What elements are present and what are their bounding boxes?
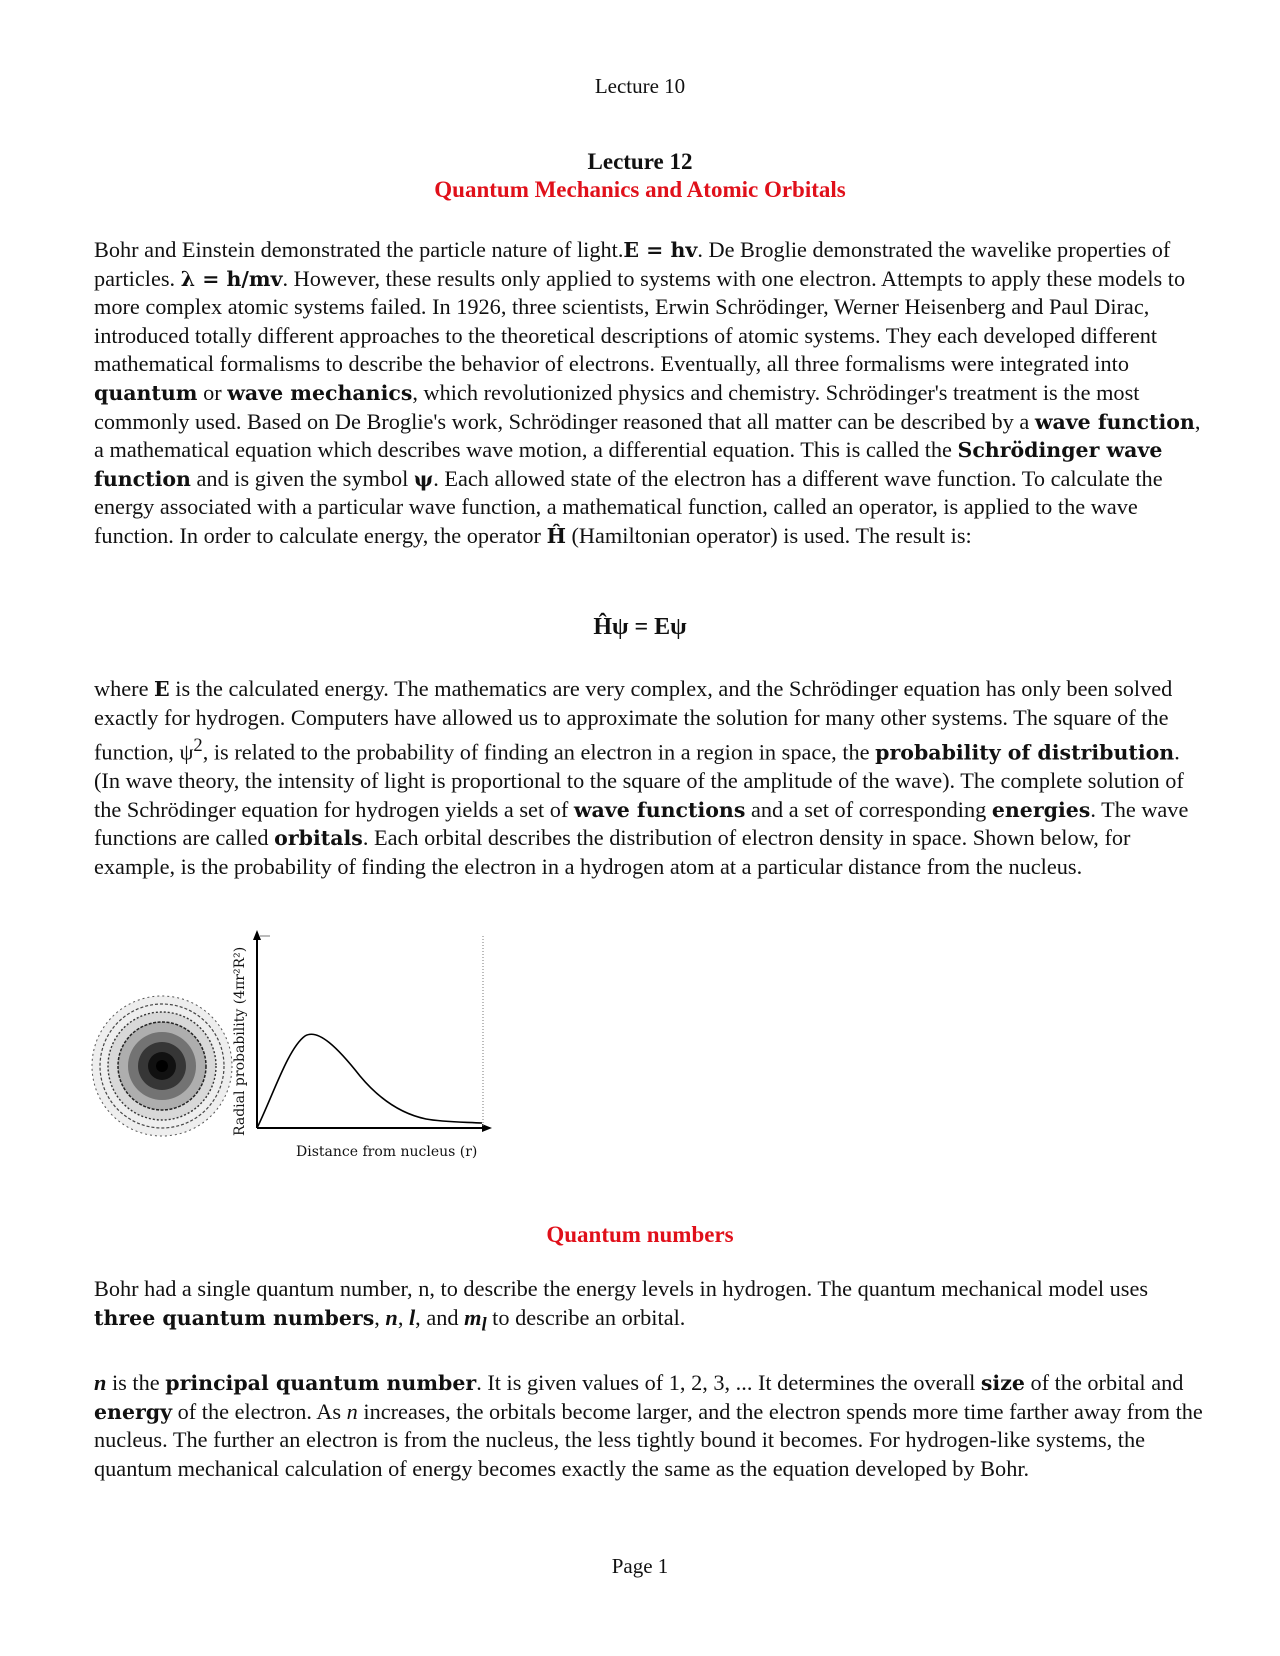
text-run: . It is given values of 1, 2, 3, ... It determines the overall bbox=[476, 1370, 981, 1395]
text-run: . De Broglie demonstrated the wavelike properties of particles. bbox=[94, 237, 1171, 291]
text-run: , bbox=[397, 1304, 409, 1330]
text-run: , which revolutionized physics and chemistry. Schrödinger's treatment is the most commonly used. Based on De Broglie's work, Schrödinger reasoned that all matter can be described by a bbox=[94, 379, 1140, 434]
text-run: and is given the symbol bbox=[190, 465, 414, 491]
term-wave-mechanics: wave mechanics bbox=[227, 380, 413, 405]
figure-x-axis-label: Distance from nucleus (r) bbox=[296, 1144, 478, 1160]
text-run: where bbox=[94, 676, 155, 701]
symbol-psi: ψ bbox=[413, 466, 434, 491]
running-header: Lecture 10 bbox=[594, 74, 686, 98]
figure-y-axis-label: Radial probability (4πr²R²) bbox=[232, 946, 248, 1136]
lecture-subtitle: Quantum Mechanics and Atomic Orbitals bbox=[434, 177, 846, 202]
symbol-hamiltonian: Ĥ bbox=[546, 523, 566, 548]
text-run: . (In wave theory, the intensity of light is proportional to the square of the amplitude of the wave). The complete solution of the Schrödinger equation for hydrogen yields a set of bbox=[94, 739, 1184, 822]
term-wave-functions: wave functions bbox=[573, 797, 746, 822]
paragraph-probability bbox=[94, 675, 1204, 882]
electron-cloud-image bbox=[92, 996, 232, 1136]
text-run: Bohr had a single quantum number, n, to describe the energy levels in hydrogen. The quantum mechanical model uses bbox=[94, 1276, 1149, 1301]
text-run: , bbox=[374, 1304, 386, 1330]
text-run: , a mathematical equation which describes wave motion, a differential equation. This is called the bbox=[94, 408, 1201, 463]
equation-planck: E = hv bbox=[623, 238, 698, 262]
term-quantum: quantum bbox=[94, 380, 198, 405]
equation-debroglie: λ = h/mv bbox=[180, 266, 283, 291]
text-run: to describe an orbital. bbox=[486, 1304, 686, 1330]
subscript-l: l bbox=[481, 1314, 487, 1336]
text-run: of the orbital and bbox=[1024, 1370, 1184, 1395]
text-run: . The wave functions are called bbox=[94, 796, 1189, 851]
page-footer: Page 1 bbox=[611, 1554, 669, 1578]
symbol-n-italic: n bbox=[346, 1398, 358, 1424]
term-principal-quantum-number: principal quantum number bbox=[165, 1371, 477, 1395]
term-probability-distribution: probability of distribution bbox=[875, 740, 1175, 765]
text-run: , is related to the probability of finding an electron in a region in space, the bbox=[202, 739, 876, 765]
text-run: . Each allowed state of the electron has a different wave function. To calculate the energy associated with a particular wave function, a mathematical function, called an operator, is applied to the wave function. In order to calculate energy, the operator bbox=[94, 465, 1163, 548]
term-orbitals: orbitals bbox=[274, 826, 363, 851]
term-size: size bbox=[980, 1371, 1025, 1395]
section-heading: Quantum numbers bbox=[546, 1222, 734, 1247]
text-run: . Each orbital describes the distribution of electron density in space. Shown below, for example, is the probability of finding the electron in a hydrogen atom at a particular distance from the nucleus. bbox=[94, 825, 1131, 879]
plot-frame bbox=[253, 930, 492, 1132]
term-three-quantum-numbers: three quantum numbers bbox=[94, 1305, 375, 1330]
schrodinger-equation: Ĥψ = Eψ bbox=[593, 614, 687, 640]
symbol-energy: E bbox=[154, 677, 170, 701]
term-energies: energies bbox=[991, 797, 1091, 822]
symbol-n: n bbox=[94, 1370, 107, 1395]
paragraph-intro bbox=[94, 236, 1204, 551]
text-run: is the calculated energy. The mathematics are very complex, and the Schrödinger equation has only been solved exactly for hydrogen. Computers have allowed us to approximate the solution for many other systems. The square of the function, ψ bbox=[94, 676, 1173, 765]
paragraph-quantum-numbers bbox=[94, 1275, 1204, 1340]
symbol-l: l bbox=[408, 1304, 416, 1330]
symbol-m: m bbox=[464, 1304, 482, 1330]
text-run: (Hamiltonian operator) is used. The result is: bbox=[565, 522, 972, 548]
term-energy: energy bbox=[94, 1399, 173, 1424]
radial-probability-curve bbox=[257, 1034, 482, 1128]
paragraph-principal-quantum-number bbox=[94, 1369, 1204, 1483]
text-run: . However, these results only applied to systems with one electron. Attempts to apply these models to more complex atomic systems failed. In 1926, three scientists, Erwin Schrödinger, Werner Heisenberg and Paul Dirac, introduced totally different approaches to the theoretical descriptions of atomic systems. They each developed different mathematical formalisms to describe the behavior of electrons. Eventually, all three formalisms were integrated into bbox=[94, 265, 1186, 377]
text-run: is the bbox=[106, 1370, 166, 1395]
term-wave-function: wave function bbox=[1034, 409, 1195, 434]
title-block bbox=[0, 148, 1280, 204]
radial-probability-figure bbox=[90, 928, 520, 1168]
text-run: or bbox=[197, 379, 228, 405]
text-run: increases, the orbitals become larger, and the electron spends more time farther away from the nucleus. The further an electron is from the nucleus, the less tightly bound it becomes. For hydrogen-like systems, the quantum mechanical calculation of energy becomes exactly the same as the equation developed by Bohr. bbox=[94, 1398, 1203, 1481]
text-run: Bohr and Einstein demonstrated the particle nature of light. bbox=[94, 237, 624, 262]
lecture-title: Lecture 12 bbox=[587, 149, 693, 174]
symbol-n: n bbox=[385, 1304, 398, 1330]
text-run: and a set of corresponding bbox=[745, 796, 992, 822]
term-schrodinger-wave-function: Schrödinger wave function bbox=[94, 438, 1163, 491]
text-run: of the electron. As bbox=[172, 1398, 347, 1424]
text-run: , and bbox=[415, 1304, 465, 1330]
superscript-two: 2 bbox=[193, 735, 203, 757]
